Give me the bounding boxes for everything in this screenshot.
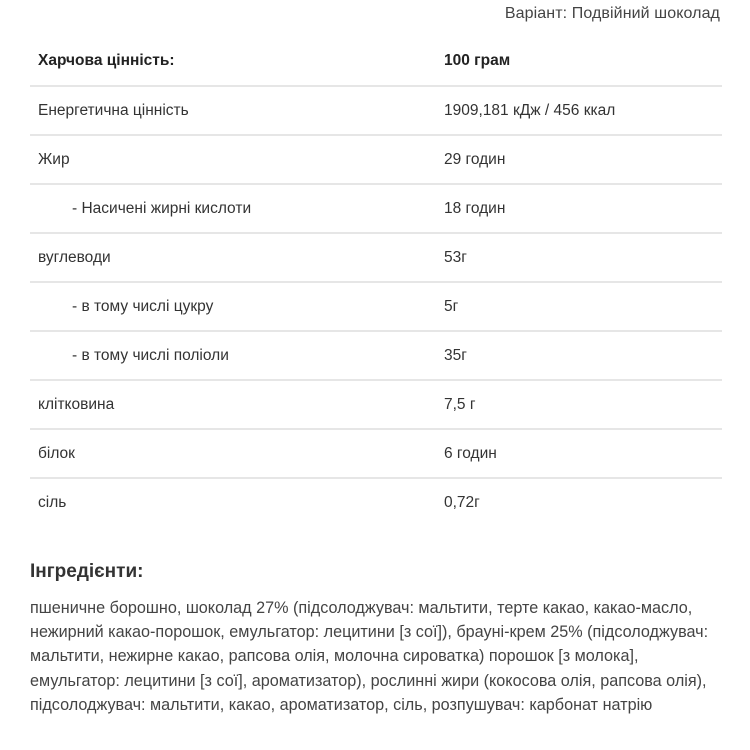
nutrient-value: 53г	[444, 233, 722, 282]
nutrient-value: 35г	[444, 331, 722, 380]
nutrient-value: 18 годин	[444, 184, 722, 233]
table-row	[30, 233, 722, 282]
table-row	[30, 478, 722, 527]
nutrient-value: 6 годин	[444, 429, 722, 478]
nutrient-label: вуглеводи	[30, 233, 444, 282]
nutrient-label: клітковина	[30, 380, 444, 429]
table-row	[30, 331, 722, 380]
nutrition-header-row	[30, 37, 722, 86]
nutrient-sub-label: - в тому числі цукру	[30, 282, 444, 331]
ingredients-heading: Інгредієнти:	[30, 561, 144, 582]
table-row	[30, 86, 722, 135]
nutrition-table	[30, 37, 722, 527]
variant-label: Варіант: Подвійний шоколад	[504, 5, 720, 22]
nutrient-value: 7,5 г	[444, 380, 722, 429]
nutrient-label: білок	[30, 429, 444, 478]
nutrient-value: 29 годин	[444, 135, 722, 184]
table-row	[30, 135, 722, 184]
nutrient-sub-label: - в тому числі поліоли	[30, 331, 444, 380]
nutrition-header-label: Харчова цінність:	[30, 37, 444, 86]
nutrient-value: 5г	[444, 282, 722, 331]
nutrient-label: сіль	[38, 494, 67, 511]
nutrient-value: 0,72г	[444, 494, 480, 511]
table-row	[30, 380, 722, 429]
nutrient-label: Енергетична цінність	[30, 86, 444, 135]
table-row	[30, 282, 722, 331]
nutrient-label: Жир	[30, 135, 444, 184]
table-row	[30, 429, 722, 478]
nutrient-sub-label: - Насичені жирні кислоти	[30, 184, 444, 233]
table-row	[30, 184, 722, 233]
nutrient-value: 1909,181 кДж / 456 ккал	[444, 86, 722, 135]
ingredients-text: пшеничне борошно, шоколад 27% (підсолоджувач: мальтити, терте какао, какао-масло, нежирний какао-порошок, емульгатор: лецитини [з сої]), брауні-крем 25% (підсолоджувач: мальтити, нежирне какао, рапсова олія, молочна сироватка) порошок [з молока], емульгатор: лецитини [з сої], ароматизатор), рослинні жири (кокосова олія, рапсова олія), підсолоджувач: мальтити, какао, ароматизатор, сіль, розпушувач: карбонат натрію	[30, 599, 709, 714]
nutrition-header-value: 100 грам	[444, 37, 722, 86]
